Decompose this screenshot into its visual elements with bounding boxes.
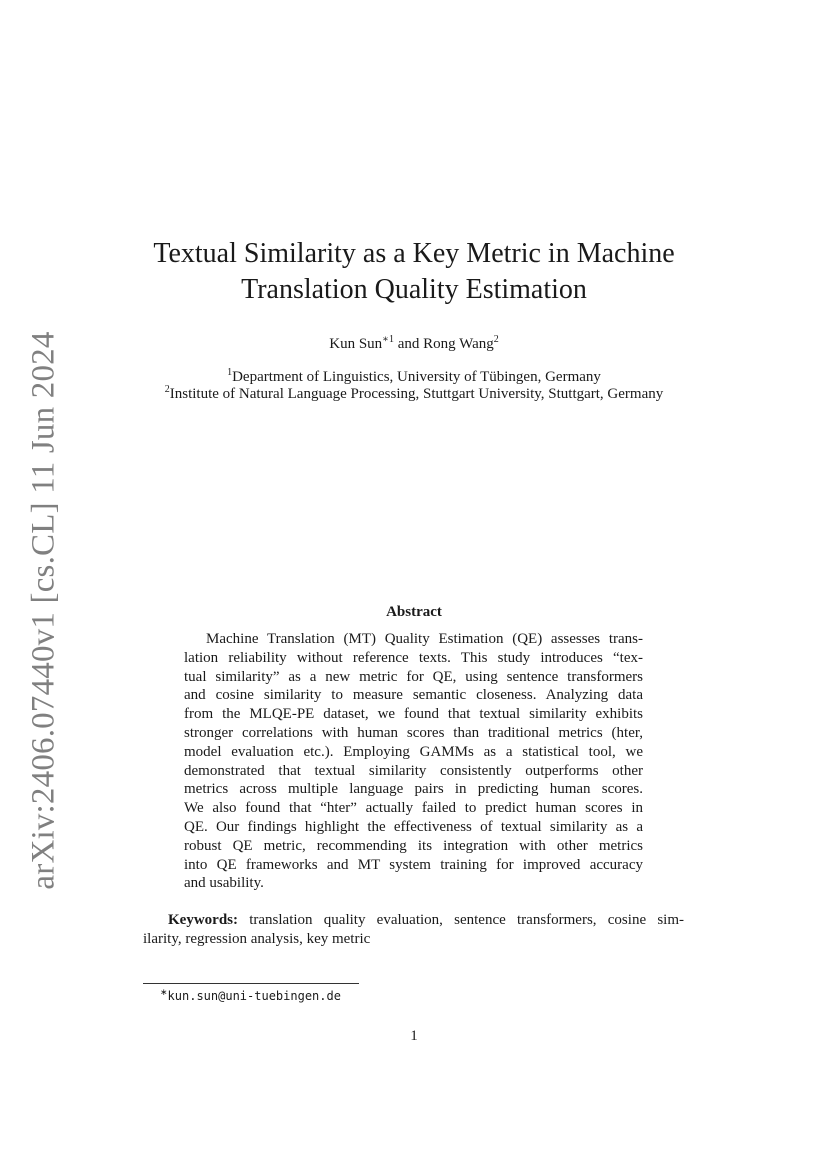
- author-2-marks: 2: [493, 334, 499, 345]
- title-line-2: Translation Quality Estimation: [241, 274, 587, 305]
- abstract-line: and cosine similarity to measure semantic closeness. Analyzing data: [184, 687, 643, 704]
- author-name-1: Kun Sun: [329, 336, 383, 352]
- footnote-mark: ∗: [160, 987, 168, 997]
- abstract-line: tual similarity” as a new metric for QE, using sentence transformers: [184, 668, 643, 685]
- abstract-line: robust QE metric, recommending its integration with other metrics: [184, 837, 643, 854]
- arxiv-identifier-text: arXiv:2406.07440v1 [cs.CL] 11 Jun 2024: [25, 330, 62, 890]
- arxiv-identifier-stamp: [14, 330, 74, 890]
- author-list: [100, 335, 728, 353]
- abstract-line: model evaluation etc.). Employing GAMMs as a statistical tool, we: [184, 743, 643, 760]
- paper-title: [100, 236, 728, 308]
- abstract-heading: Abstract: [386, 604, 442, 620]
- affiliation-2-text: Institute of Natural Language Processing, Stuttgart University, Stuttgart, Germany: [169, 386, 664, 402]
- abstract-line: We also found that “hter” actually failed to predict human scores in: [184, 800, 643, 817]
- author-1-marks: ∗1: [382, 334, 394, 345]
- abstract-line: QE. Our findings highlight the effectiveness of textual similarity as a: [184, 818, 643, 835]
- abstract-line: stronger correlations with human scores than traditional metrics (hter,: [184, 724, 643, 741]
- affiliation-2-mark: 2: [164, 384, 170, 395]
- footnote: [160, 988, 341, 1004]
- abstract-line: Machine Translation (MT) Quality Estimation (QE) assesses trans-: [206, 631, 643, 647]
- footnote-email: kun.sun@uni-tuebingen.de: [167, 989, 341, 1003]
- affiliation-1-text: Department of Linguistics, University of Tübingen, Germany: [232, 369, 601, 385]
- keywords-text-1: translation quality evaluation, sentence transformers, cosine sim-: [249, 912, 684, 928]
- author-name-2: Rong Wang: [423, 336, 494, 352]
- affiliation-1-mark: 1: [227, 367, 233, 378]
- keywords-section: [143, 911, 684, 949]
- keywords-line-1: [143, 911, 684, 930]
- abstract-line: from the MLQE-PE dataset, we found that textual similarity exhibits: [184, 706, 643, 723]
- affiliation-2: [60, 385, 768, 403]
- footnote-divider: [143, 983, 359, 984]
- abstract-line: lation reliability without reference texts. This study introduces “tex-: [184, 649, 643, 666]
- abstract-line: demonstrated that textual similarity consistently outperforms other: [184, 762, 643, 779]
- abstract-line: and usability.: [184, 875, 264, 892]
- author-conjunction: and: [393, 336, 424, 352]
- abstract-body: [184, 630, 643, 893]
- abstract-line: metrics across multiple language pairs in predicting human scores.: [184, 781, 643, 798]
- keywords-label: Keywords:: [168, 912, 238, 928]
- abstract-line: into QE frameworks and MT system training for improved accuracy: [184, 856, 643, 873]
- page-number: 1: [410, 1028, 418, 1044]
- title-line-1: Textual Similarity as a Key Metric in Machine: [153, 238, 675, 269]
- keywords-line-2: ilarity, regression analysis, key metric: [143, 931, 371, 947]
